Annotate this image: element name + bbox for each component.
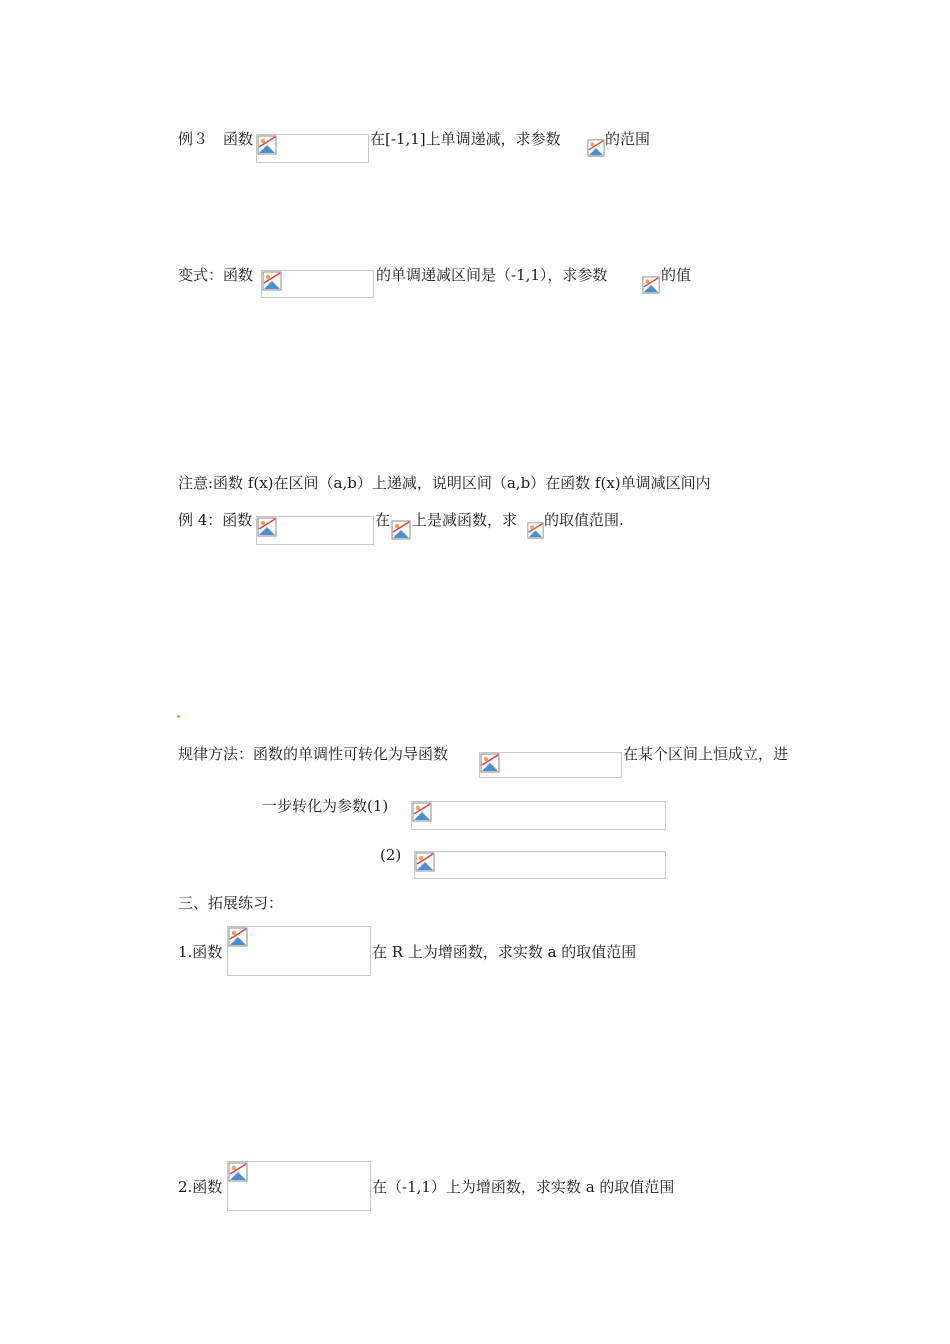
problem-1-label: 1.函数 [178, 943, 223, 961]
example-4-text1: 在 [375, 511, 391, 529]
marker-dot [177, 715, 180, 718]
variant-label: 变式：函数 [178, 266, 254, 284]
broken-image-icon [228, 927, 248, 947]
broken-image-icon [391, 520, 411, 540]
method-line-2: 一步转化为参数(1) [262, 797, 389, 815]
variant-text: 的单调递减区间是（-1,1），求参数 [376, 266, 608, 284]
method-line-3: (2) [380, 846, 402, 864]
problem-1-text: 在 R 上为增函数，求实数 a 的取值范围 [372, 943, 637, 961]
interval-image [391, 520, 411, 540]
broken-image-icon [587, 139, 607, 159]
broken-image-icon [257, 135, 277, 155]
formula-image [411, 801, 666, 830]
broken-image-icon [412, 802, 432, 822]
variant-suffix: 的值 [661, 266, 692, 284]
formula-image [479, 752, 622, 778]
problem-2-text: 在（-1,1）上为增函数，求实数 a 的取值范围 [372, 1178, 675, 1196]
example-4-label: 例 4：函数 [178, 511, 253, 529]
formula-image [227, 926, 371, 976]
formula-image [414, 851, 666, 879]
broken-image-icon [228, 1162, 248, 1182]
problem-2-label: 2.函数 [178, 1178, 223, 1196]
section-3-title: 三、拓展练习： [178, 894, 284, 912]
param-image [642, 276, 660, 294]
formula-image [261, 270, 374, 298]
example-3-text: 在[-1,1]上单调递减，求参数 [370, 130, 561, 148]
param-image [527, 522, 544, 539]
example-4-text2: 上是减函数，求 [412, 511, 518, 529]
formula-image [256, 134, 369, 163]
note-text: 注意:函数 f(x)在区间（a,b）上递减，说明区间（a,b）在函数 f(x)单调减区间内 [178, 474, 711, 492]
broken-image-icon [480, 753, 500, 773]
param-image [587, 139, 605, 157]
broken-image-icon [257, 517, 277, 537]
broken-image-icon [262, 271, 282, 291]
formula-image [256, 516, 374, 545]
formula-image [227, 1161, 371, 1211]
method-line-1a: 规律方法：函数的单调性可转化为导函数 [178, 745, 449, 763]
broken-image-icon [642, 276, 662, 296]
example-4-text3: 的取值范围. [544, 511, 624, 529]
example-3-suffix: 的范围 [605, 130, 651, 148]
example-3-line [178, 129, 253, 149]
example-3-label: 例３ 函数 [178, 130, 254, 148]
method-line-1b: 在某个区间上恒成立，进 [623, 745, 789, 763]
broken-image-icon [415, 852, 435, 872]
